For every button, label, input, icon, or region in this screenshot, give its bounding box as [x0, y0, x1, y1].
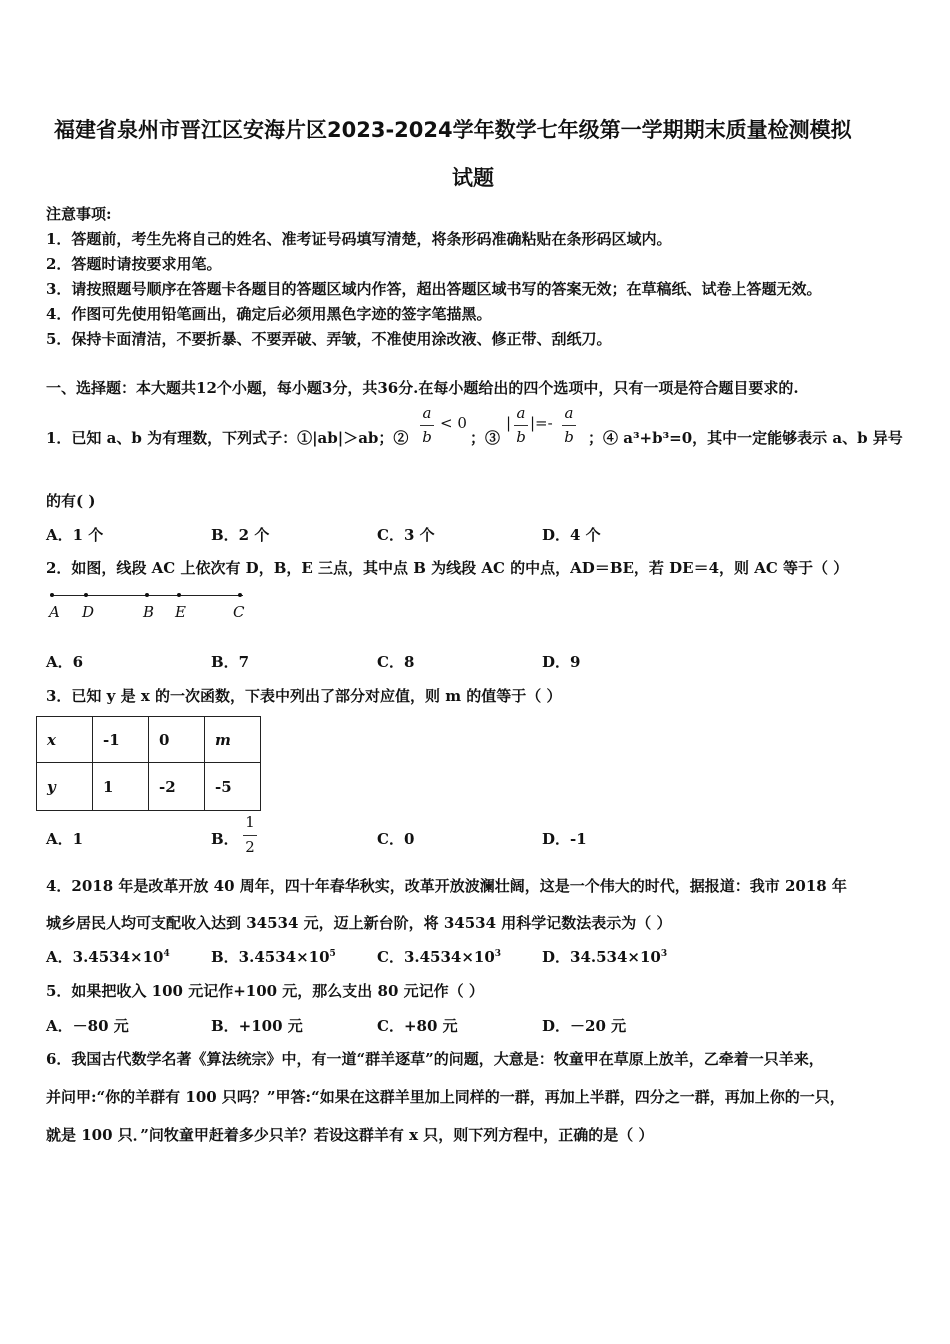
q3-optb-num: 1 — [245, 813, 255, 831]
notice-item: 4．作图可先使用铅笔画出，确定后必须用黑色字迹的签字笔描黑。 — [46, 305, 492, 323]
q1-option-c[interactable]: C．3 个 — [377, 526, 435, 544]
notice-item: 1．答题前，考生先将自己的姓名、准考证号码填写清楚，将条形码准确粘贴在条形码区域内。 — [46, 230, 672, 248]
table-row — [37, 763, 261, 811]
q2-option-a[interactable]: A．6 — [46, 653, 84, 671]
q4-option-a[interactable] — [46, 946, 170, 967]
table-cell: 1 — [93, 763, 149, 811]
q2-point-label: A — [49, 603, 60, 621]
q1-frac-den: b — [422, 428, 432, 446]
q1-frac2-bar — [514, 425, 528, 426]
q2-point-label: E — [175, 603, 186, 621]
q4-option-b[interactable] — [211, 946, 336, 967]
q2-point-dot — [177, 593, 181, 597]
q6-stem-line: 6．我国古代数学名著《算法统宗》中，有一道“群羊逐草”的问题，大意是：牧童甲在草原上放羊，乙牵着一只羊来， — [46, 1050, 824, 1068]
notice-item: 5．保持卡面清洁，不要折暴、不要弄破、弄皱，不准使用涂改液、修正带、刮纸刀。 — [46, 330, 612, 348]
q1-lt-zero: < 0 — [440, 414, 467, 432]
q3-option-d[interactable]: D．-1 — [542, 830, 587, 848]
q2-point-label: B — [143, 603, 155, 621]
q5-option-d[interactable]: D．－20 元 — [542, 1017, 627, 1035]
table-row — [37, 717, 261, 763]
table-cell: m — [205, 717, 261, 763]
q5-option-b[interactable]: B．+100 元 — [211, 1017, 303, 1035]
q4-stem: 4．2018 年是改革开放 40 周年，四十年春华秋实，改革开放波澜壮阔，这是一个伟大的时代，据报道：我市 2018 年 — [46, 877, 847, 895]
q5-option-c[interactable]: C．+80 元 — [377, 1017, 458, 1035]
q6-stem-line: 就是 100 只．”问牧童甲赶着多少只羊？若设这群羊有 x 只，则下列方程中，正确的是（ ） — [46, 1126, 654, 1144]
q2-option-b[interactable]: B．7 — [211, 653, 250, 671]
q5-option-a[interactable]: A．－80 元 — [46, 1017, 129, 1035]
q3-option-a[interactable]: A．1 — [46, 830, 84, 848]
q2-point-label: C — [233, 603, 245, 621]
q2-point-dot — [50, 593, 54, 597]
table-cell: -5 — [205, 763, 261, 811]
q4-option-c-exp: 3 — [494, 949, 502, 959]
table-cell: -2 — [149, 763, 205, 811]
q4-option-d-exp: 3 — [660, 949, 668, 959]
q1-stem-part: 1．已知 a、b 为有理数，下列式子：①|ab|＞ab；② — [46, 429, 409, 447]
page-title-line2: 试题 — [452, 166, 494, 190]
q6-stem-line: 并问甲:“你的羊群有 100 只吗？”甲答:“如果在这群羊里加上同样的一群，再加上半群，四分之一群，再加上你的一只， — [46, 1088, 845, 1106]
page-title: 福建省泉州市晋江区安海片区2023-2024学年数学七年级第一学期期末质量检测模拟 — [54, 118, 852, 142]
q2-point-dot — [238, 593, 242, 597]
q3-optb-den: 2 — [245, 838, 255, 856]
section-heading: 一、选择题：本大题共12个小题，每小题3分，共36分.在每小题给出的四个选项中，只有一项是符合题目要求的. — [46, 379, 799, 397]
q2-option-c[interactable]: C．8 — [377, 653, 415, 671]
q4-option-d-base: D．34.534×10 — [542, 948, 661, 966]
q2-point-dot — [145, 593, 149, 597]
q3-option-b[interactable]: B． — [211, 830, 239, 848]
q4-option-d[interactable] — [542, 946, 667, 967]
table-cell: y — [37, 763, 93, 811]
notice-heading: 注意事项: — [46, 205, 112, 223]
q3-optb-bar — [243, 835, 257, 836]
q4-option-a-base: A．3.4534×10 — [46, 948, 164, 966]
q1-frac3-num: a — [564, 404, 574, 422]
q3-value-table — [36, 716, 261, 811]
q4-option-a-exp: 4 — [163, 949, 170, 959]
q3-stem: 3．已知 y 是 x 的一次函数，下表中列出了部分对应值，则 m 的值等于（ ） — [46, 687, 562, 705]
q1-frac3-bar — [562, 425, 576, 426]
q4-option-c[interactable] — [377, 946, 501, 967]
q5-stem: 5．如果把收入 100 元记作+100 元，那么支出 80 元记作（ ） — [46, 982, 484, 1000]
q2-stem: 2．如图，线段 AC 上依次有 D，B，E 三点，其中点 B 为线段 AC 的中点，AD＝BE，若 DE＝4，则 AC 等于（ ） — [46, 559, 849, 577]
table-cell: x — [37, 717, 93, 763]
table-cell: 0 — [149, 717, 205, 763]
notice-item: 2．答题时请按要求用笔。 — [46, 255, 222, 273]
q1-stem-tail: ；④ a³+b³=0，其中一定能够表示 a、b 异号 — [588, 429, 903, 447]
q1-stem-end: 的有( ) — [46, 492, 96, 510]
q4-option-b-base: B．3.4534×10 — [211, 948, 330, 966]
q1-frac-num: a — [422, 404, 432, 422]
table-cell: -1 — [93, 717, 149, 763]
notice-item: 3．请按照题号顺序在答题卡各题目的答题区域内作答，超出答题区域书写的答案无效；在草稿纸、试卷上答题无效。 — [46, 280, 822, 298]
q3-option-c[interactable]: C．0 — [377, 830, 415, 848]
q1-sep: ；③ — [470, 429, 501, 447]
q4-option-b-exp: 5 — [329, 949, 336, 959]
q1-frac2-num: a — [516, 404, 526, 422]
q1-frac2-den: b — [516, 428, 526, 446]
q1-option-d[interactable]: D．4 个 — [542, 526, 601, 544]
q2-point-dot — [84, 593, 88, 597]
q1-frac3-den: b — [564, 428, 574, 446]
q2-option-d[interactable]: D．9 — [542, 653, 581, 671]
q2-point-label: D — [82, 603, 95, 621]
q1-abs-left: | — [506, 414, 512, 432]
q1-frac-bar — [420, 425, 434, 426]
q4-stem-cont: 城乡居民人均可支配收入达到 34534 元，迈上新台阶，将 34534 用科学记数法表示为（ ） — [46, 914, 672, 932]
q1-abs-right: |=- — [530, 414, 553, 432]
q4-option-c-base: C．3.4534×10 — [377, 948, 495, 966]
q1-option-a[interactable]: A．1 个 — [46, 526, 104, 544]
q1-option-b[interactable]: B．2 个 — [211, 526, 270, 544]
